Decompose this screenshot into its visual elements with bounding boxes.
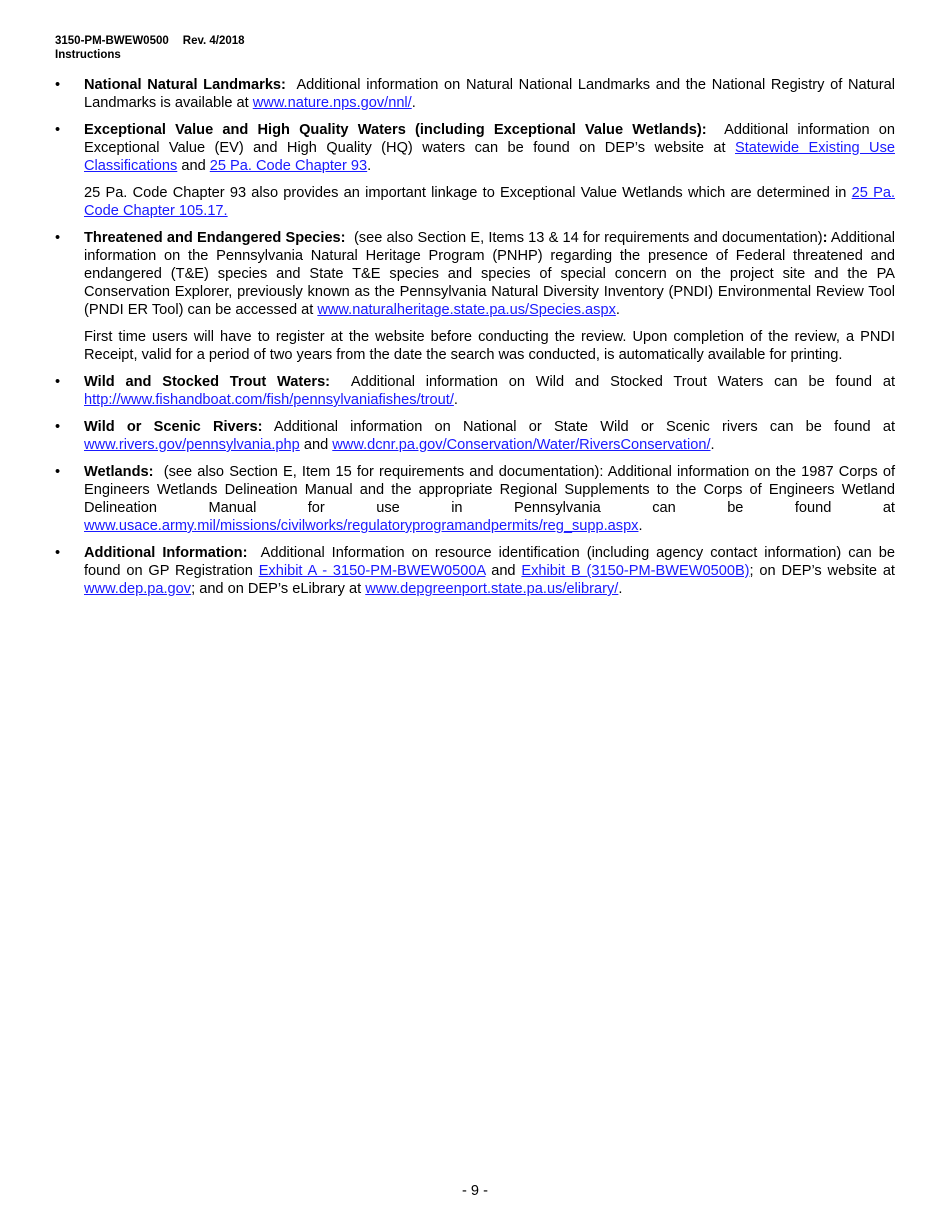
item-title: Wetlands: [84,464,154,480]
bullet-icon: • [55,230,61,246]
revision-date: Rev. 4/2018 [182,35,245,47]
item-subparagraph: First time users will have to register at the website before conducting the review. Upon completion of the review, a PNDI Receipt, valid for a period of two years from the date the search was conducted, is automatically available for printing. [84,329,895,363]
item-text: Additional Information on resource identification (including agency contact information) can be found on GP Registration [84,545,895,579]
item-colon: : [822,230,828,246]
item-paragraph [84,463,895,535]
list-item-species [55,229,895,364]
item-title: National Natural Landmarks: [84,77,286,93]
nps-landmarks-link[interactable]: www.nature.nps.gov/nnl/ [252,95,412,111]
item-text: . [453,392,458,408]
fishandboat-trout-link[interactable]: http://www.fishandboat.com/fish/pennsylvaniafishes/trout/ [84,392,454,408]
item-text: ; on DEP’s website at [749,563,895,579]
usace-regulatory-link[interactable]: www.usace.army.mil/missions/civilworks/regulatoryprogramandpermits/reg_supp.aspx [84,518,639,534]
list-item-trout [55,373,895,409]
document-header [55,34,245,62]
page-number: - 9 - [462,1183,488,1199]
item-paragraph [84,76,895,112]
item-text: Additional information on Exceptional Value (EV) and High Quality (HQ) waters can be found on DEP’s website at [84,122,895,156]
bullet-icon: • [55,545,61,561]
bullet-icon: • [55,77,61,93]
item-text: (see also Section E, Items 13 & 14 for requirements and documentation) [353,230,823,246]
item-text: and [303,437,329,453]
rivers-gov-link[interactable]: www.rivers.gov/pennsylvania.php [84,437,300,453]
existing-use-classifications-link[interactable]: Statewide Existing Use Classifications [84,140,895,174]
bullet-icon: • [55,464,61,480]
item-subparagraph [84,184,895,220]
instructions-list [55,76,895,607]
bullet-icon: • [55,419,61,435]
form-id-line [55,34,245,48]
item-text: Additional information on Wild and Stocked Trout Waters can be found at [350,374,895,390]
natural-heritage-link[interactable]: www.naturalheritage.state.pa.us/Species.aspx [317,302,616,318]
item-title: Wild or Scenic Rivers: [84,419,263,435]
bullet-icon: • [55,374,61,390]
item-title: Additional Information: [84,545,248,561]
item-paragraph [84,544,895,598]
item-text: (see also Section E, Item 15 for requirements and documentation): Additional information on the 1987 Corps of Engineers Wetlands Delineation Manual and the appropriate Regional Supplements to the Corps of Engineers Wetland Delineation Manual for use in Pennsylvania can be found at [84,464,895,516]
item-text: and [491,563,516,579]
item-text: and [181,158,206,174]
item-title: Exceptional Value and High Quality Waters (including Exceptional Value Wetlands): [84,122,707,138]
item-text: Additional information on the Pennsylvania Natural Heritage Program (PNHP) regarding the presence of Federal threatened and endangered (T&E) species and State T&E species and species of special concern on the project site and the PA Conservation Explorer, previously known as the Pennsylvania Natural Diversity Inventory (PNDI) Environmental Review Tool (PNDI ER Tool) can be accessed at [84,230,896,318]
item-text: 25 Pa. Code Chapter 93 also provides an important linkage to Exceptional Value Wetlands which are determined in [84,185,847,201]
item-paragraph [84,373,895,409]
list-item-rivers [55,418,895,454]
item-text: Additional information on Natural National Landmarks and the National Registry of Natural Landmarks is available at [84,77,895,111]
chapter-93-link[interactable]: 25 Pa. Code Chapter 93 [209,158,368,174]
item-text: . [710,437,715,453]
item-title: Wild and Stocked Trout Waters: [84,374,331,390]
dep-website-link[interactable]: www.dep.pa.gov [84,581,192,597]
list-item-additional [55,544,895,598]
item-paragraph [84,121,895,175]
item-text: . [618,581,623,597]
list-item-exceptional-value [55,121,895,220]
item-text: . [638,518,643,534]
item-paragraph [84,418,895,454]
item-text: Additional information on National or State Wild or Scenic rivers can be found at [273,419,895,435]
section-label: Instructions [55,49,121,61]
elibrary-link[interactable]: www.depgreenport.state.pa.us/elibrary/ [365,581,619,597]
item-title: Threatened and Endangered Species: [84,230,346,246]
item-paragraph [84,229,895,319]
exhibit-a-link[interactable]: Exhibit A - 3150-PM-BWEW0500A [258,563,486,579]
chapter-105-link[interactable]: 25 Pa. Code Chapter 105.17. [84,185,895,219]
dcnr-rivers-link[interactable]: www.dcnr.pa.gov/Conservation/Water/RiversConservation/ [332,437,711,453]
exhibit-b-link[interactable]: Exhibit B (3150-PM-BWEW0500B) [521,563,750,579]
item-text: . [615,302,620,318]
item-text: ; and on DEP’s eLibrary at [191,581,362,597]
list-item-wetlands [55,463,895,535]
item-text: . [411,95,416,111]
list-item-landmarks [55,76,895,112]
bullet-icon: • [55,122,61,138]
form-number: 3150-PM-BWEW0500 [55,35,169,47]
item-text: . [367,158,372,174]
